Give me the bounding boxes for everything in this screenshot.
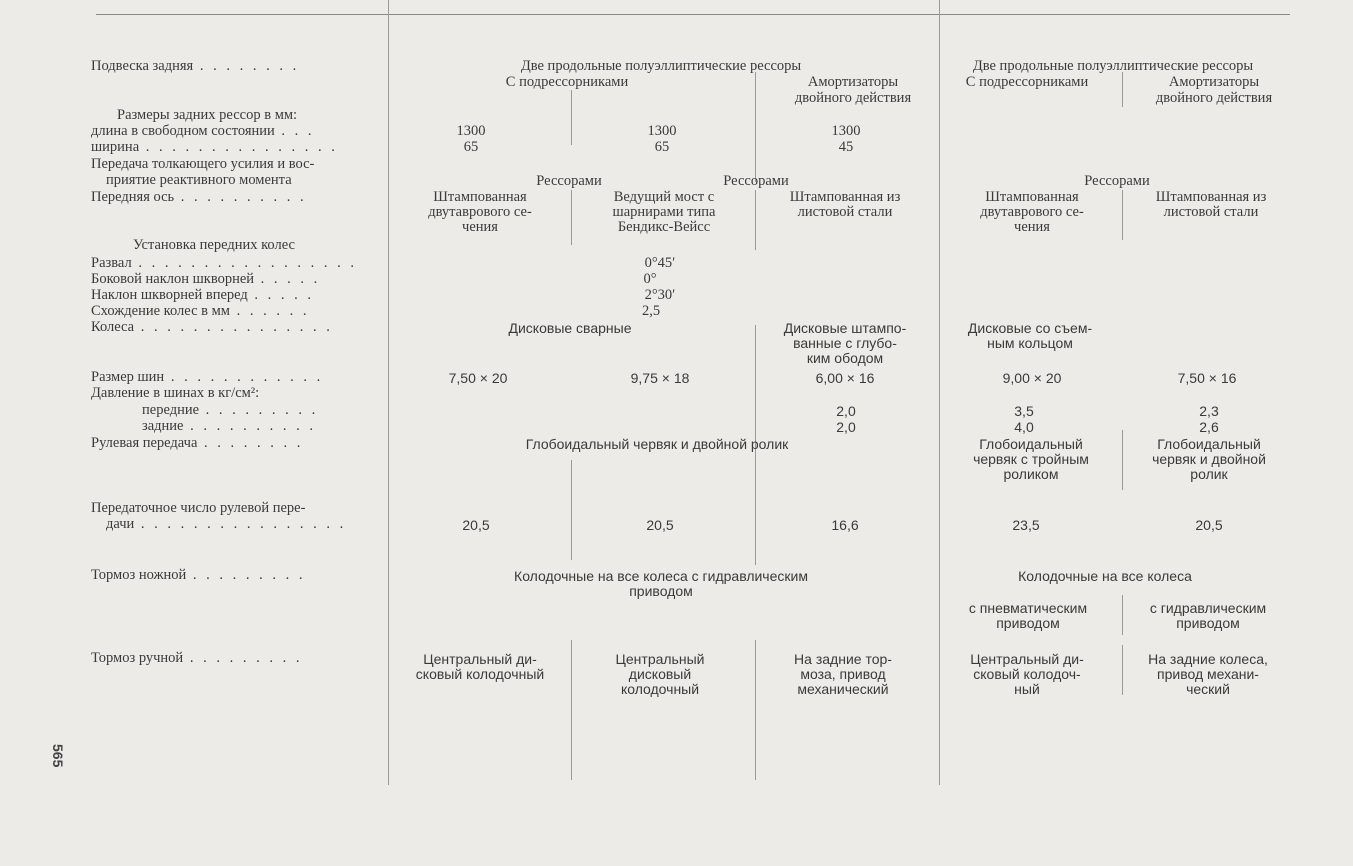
col-divider-c4c5-e xyxy=(1122,645,1123,695)
wheels-c3: Дисковые штампо- ванные с глубо- ким ободом xyxy=(783,320,907,366)
susp-left-header: Две продольные полуэллиптические рессоры xyxy=(520,58,802,74)
axle-c2: Ведущий мост с шарнирами типа Бендикс-Вейсс xyxy=(612,189,716,235)
label-kingpin-fwd: Наклон шкворней вперед . . . . . xyxy=(91,287,315,303)
foot-brake-c4: с пневматическим приводом xyxy=(968,600,1088,631)
col-divider-c4c5-b xyxy=(1122,190,1123,240)
col-divider-c2c3-b xyxy=(755,190,756,250)
col-divider-c2c3 xyxy=(755,72,756,182)
susp-left-b1: Амортизаторы xyxy=(807,74,899,90)
tire-c1: 7,50 × 20 xyxy=(448,370,508,386)
len-c2: 1300 xyxy=(647,123,677,139)
wid-c1: 65 xyxy=(463,139,479,155)
label-front-pressure: передние . . . . . . . . . xyxy=(142,402,319,418)
label-thrust-1: Передача толкающего усилия и вос- xyxy=(91,156,315,172)
col-divider-group xyxy=(939,0,940,785)
label-rear-springs-title: Размеры задних рессор в мм: xyxy=(117,107,298,123)
label-kingpin-side: Боковой наклон шкворней . . . . . xyxy=(91,271,321,287)
ratio-c5: 20,5 xyxy=(1195,517,1223,533)
label-foot-brake: Тормоз ножной . . . . . . . . . xyxy=(91,567,306,583)
label-steering-ratio-2: дачи . . . . . . . . . . . . . . . . xyxy=(106,516,347,532)
foot-brake-c5: с гидравлическим приводом xyxy=(1149,600,1267,631)
label-tire-pressure: Давление в шинах в кг/см²: xyxy=(91,385,260,401)
susp-left-b2: двойного действия xyxy=(794,90,912,106)
pressure-rear-c5: 2,6 xyxy=(1199,419,1219,435)
col-divider-c1c2-c xyxy=(571,460,572,560)
foot-brake-right: Колодочные на все колеса xyxy=(1018,568,1192,584)
label-steering-ratio-1: Передаточное число рулевой пере- xyxy=(91,500,306,516)
tire-c2: 9,75 × 18 xyxy=(630,370,690,386)
label-front-axle: Передняя ось . . . . . . . . . . xyxy=(91,189,307,205)
kingpin-side-value: 0° xyxy=(643,271,657,287)
steer-c4: Глобоидальный червяк с тройным роликом xyxy=(973,436,1089,482)
hand-brake-c5: На задние колеса, привод механи- ческий xyxy=(1148,651,1268,697)
hand-brake-c3: На задние тор- моза, привод механический xyxy=(794,651,892,697)
tire-c4: 9,00 × 20 xyxy=(1002,370,1062,386)
hand-brake-c4: Центральный ди- сковый колодоч- ный xyxy=(970,651,1084,697)
wheels-left: Дисковые сварные xyxy=(508,320,632,336)
pressure-front-c5: 2,3 xyxy=(1199,403,1219,419)
col-divider-c4c5 xyxy=(1122,72,1123,107)
ratio-c4: 23,5 xyxy=(1012,517,1040,533)
pressure-front-c4: 3,5 xyxy=(1014,403,1034,419)
col-divider-label xyxy=(388,0,389,785)
label-toe-in: Схождение колес в мм . . . . . . xyxy=(91,303,310,319)
page-number: 565 xyxy=(50,744,66,768)
ratio-c1: 20,5 xyxy=(462,517,490,533)
col-divider-c1c2-b xyxy=(571,190,572,245)
tire-c5: 7,50 × 16 xyxy=(1177,370,1237,386)
steer-left: Глобоидальный червяк и двойной ролик xyxy=(525,436,789,452)
toe-in-value: 2,5 xyxy=(641,303,661,319)
foot-brake-left: Колодочные на все колеса с гидравлическим приводом xyxy=(514,568,808,599)
len-c1: 1300 xyxy=(456,123,486,139)
kingpin-fwd-value: 2°30′ xyxy=(644,287,676,303)
label-steering-gear: Рулевая передача . . . . . . . . xyxy=(91,435,304,451)
label-wheels: Колеса . . . . . . . . . . . . . . . xyxy=(91,319,333,335)
len-c3: 1300 xyxy=(831,123,861,139)
label-thrust-2: приятие реактивного момента xyxy=(106,172,292,188)
susp-right-a: С подрессорниками xyxy=(965,74,1089,90)
wid-c3: 45 xyxy=(838,139,854,155)
wheels-c4: Дисковые со съем- ным кольцом xyxy=(967,320,1093,351)
label-free-length: длина в свободном состоянии . . . xyxy=(91,123,315,139)
pressure-front-c3: 2,0 xyxy=(836,403,856,419)
tire-c3: 6,00 × 16 xyxy=(815,370,875,386)
thrust-right: Рессорами xyxy=(1084,173,1150,189)
hand-brake-c1: Центральный ди- сковый колодочный xyxy=(415,651,545,682)
top-rule xyxy=(96,14,1290,15)
pressure-rear-c3: 2,0 xyxy=(836,419,856,435)
thrust-left-1: Рессорами xyxy=(536,173,602,189)
thrust-left-2: Рессорами xyxy=(723,173,789,189)
susp-right-b1: Амортизаторы xyxy=(1168,74,1260,90)
susp-right-header: Две продольные полуэллиптические рессоры xyxy=(972,58,1254,74)
susp-right-b2: двойного действия xyxy=(1155,90,1273,106)
pressure-rear-c4: 4,0 xyxy=(1014,419,1034,435)
axle-c4: Штампованная двутаврового се- чения xyxy=(980,189,1084,235)
col-divider-c4c5-d xyxy=(1122,595,1123,635)
camber-value: 0°45′ xyxy=(644,255,676,271)
label-rear-pressure: задние . . . . . . . . . . xyxy=(142,418,316,434)
col-divider-c4c5-c xyxy=(1122,430,1123,490)
label-hand-brake: Тормоз ручной . . . . . . . . . xyxy=(91,650,303,666)
wid-c2: 65 xyxy=(654,139,670,155)
col-divider-c1c2 xyxy=(571,90,572,145)
label-rear-suspension: Подвеска задняя . . . . . . . . xyxy=(91,58,300,74)
label-width: ширина . . . . . . . . . . . . . . . xyxy=(91,139,338,155)
col-divider-c2c3-d xyxy=(755,640,756,780)
steer-c5: Глобоидальный червяк и двойной ролик xyxy=(1152,436,1266,482)
ratio-c3: 16,6 xyxy=(831,517,859,533)
ratio-c2: 20,5 xyxy=(646,517,674,533)
axle-c1: Штампованная двутаврового се- чения xyxy=(428,189,532,235)
axle-c5: Штампованная из листовой стали xyxy=(1155,189,1267,220)
label-tire-size: Размер шин . . . . . . . . . . . . xyxy=(91,369,324,385)
susp-left-a: С подрессорниками xyxy=(505,74,629,90)
label-camber: Развал . . . . . . . . . . . . . . . . . xyxy=(91,255,357,271)
axle-c3: Штампованная из листовой стали xyxy=(789,189,901,220)
label-front-wheel-setup: Установка передних колес xyxy=(133,237,295,253)
col-divider-c1c2-d xyxy=(571,640,572,780)
hand-brake-c2: Центральный дисковый колодочный xyxy=(615,651,705,697)
